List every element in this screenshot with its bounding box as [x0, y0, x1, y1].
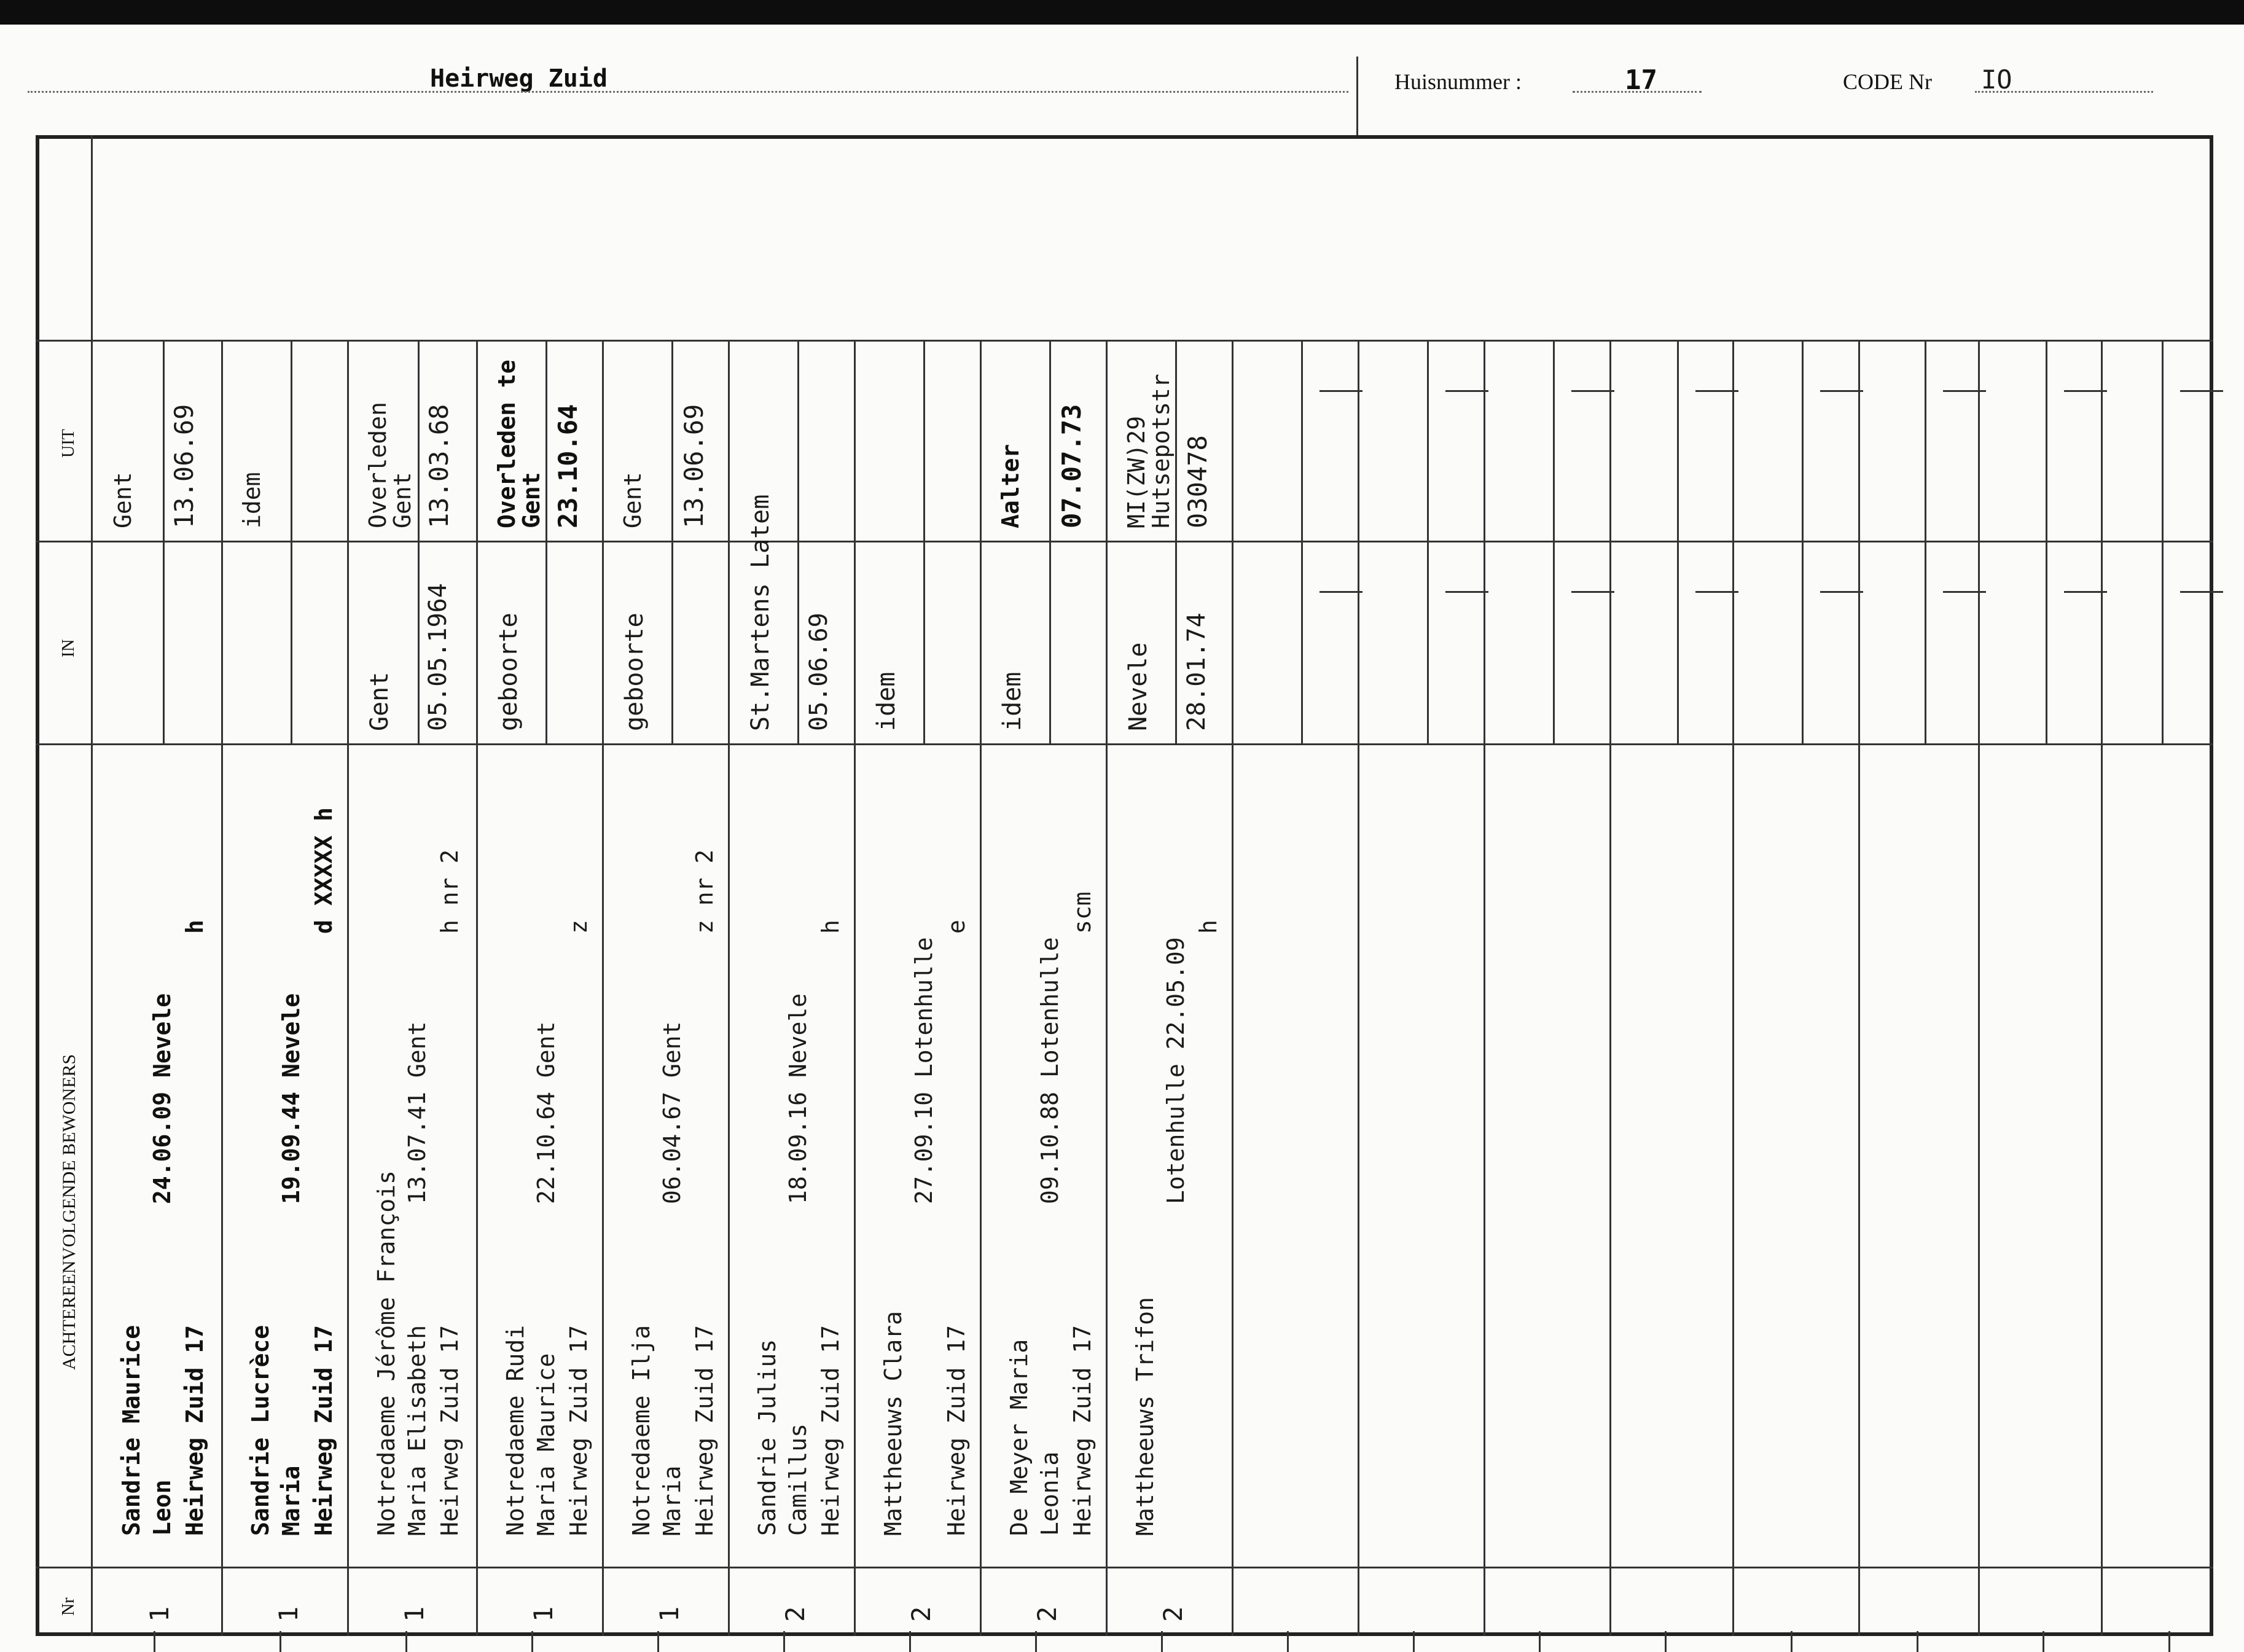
entry-in-place: Nevele — [1124, 642, 1152, 731]
entry-name: De Meyer Maria — [1006, 1339, 1033, 1536]
bottom-tick — [2043, 1631, 2044, 1652]
column-divider — [1732, 340, 1734, 1636]
entry-name: Notredaeme Ilja — [628, 1325, 655, 1536]
entry-uit-place: Aalter — [997, 444, 1024, 528]
section-line-nr-top — [36, 1567, 2213, 1568]
column-divider — [980, 340, 982, 1636]
entry-uit-place: idem — [238, 472, 265, 528]
cell-sub-divider — [1301, 340, 1303, 743]
entry-address: Heirweg Zuid 17 — [943, 1325, 970, 1536]
entry-uit-place: Overleden Gent — [364, 402, 416, 528]
entry-birth: 13.07.41 Gent — [404, 1021, 431, 1204]
cell-sub-divider — [797, 340, 799, 743]
bottom-tick — [1539, 1631, 1541, 1652]
entry-uit-date: 030478 — [1183, 435, 1213, 528]
column-divider — [854, 340, 856, 1636]
bottom-tick — [783, 1631, 785, 1652]
bottom-tick — [1791, 1631, 1792, 1652]
column-divider — [602, 340, 604, 1636]
bottom-tick — [2168, 1631, 2170, 1652]
entry-name2: Maria — [659, 1465, 686, 1536]
entry-in-date: 05.06.69 — [805, 613, 833, 731]
empty-dash — [1695, 390, 1738, 392]
entry-birth: 22.10.64 Gent — [533, 1021, 560, 1204]
column-divider — [1858, 340, 1860, 1636]
entry-name2: Leon — [149, 1479, 176, 1536]
entry-nr: 2 — [780, 1606, 810, 1622]
bottom-tick — [657, 1631, 659, 1652]
entry-birth: 09.10.88 Lotenhulle — [1036, 937, 1063, 1204]
cell-sub-divider — [1802, 340, 1804, 743]
cell-sub-divider — [2162, 340, 2164, 743]
entry-nr: 1 — [528, 1606, 558, 1622]
empty-dash — [1571, 390, 1614, 392]
cell-sub-divider — [1677, 340, 1679, 743]
bottom-tick — [1161, 1631, 1163, 1652]
entry-in-date: 28.01.74 — [1183, 613, 1211, 731]
entry-nr: 2 — [1158, 1606, 1188, 1622]
column-divider — [1106, 340, 1108, 1636]
entry-uit-date: 13.03.68 — [424, 404, 454, 528]
code-value: IO — [1981, 65, 2012, 95]
entry-nr: 2 — [906, 1606, 936, 1622]
empty-dash — [2064, 591, 2107, 593]
empty-dash — [1820, 591, 1863, 593]
entry-uit-date: 23.10.64 — [553, 404, 583, 528]
label-nr: Nr — [59, 1597, 78, 1616]
code-label: CODE Nr — [1843, 69, 1932, 94]
entry-birth: 06.04.67 Gent — [659, 1021, 686, 1204]
entry-birth: 24.06.09 Nevele — [149, 993, 176, 1204]
column-divider — [221, 340, 223, 1636]
entry-mark: z — [565, 920, 592, 934]
cell-sub-divider — [671, 340, 673, 743]
entry-in-place: idem — [998, 671, 1026, 731]
entry-address: Heirweg Zuid 17 — [181, 1325, 208, 1536]
street-dotted-line — [28, 91, 1348, 93]
column-divider — [347, 340, 349, 1636]
entry-address: Heirweg Zuid 17 — [310, 1325, 337, 1536]
entry-name: Sandrie Julius — [754, 1339, 781, 1536]
cell-sub-divider — [1175, 340, 1177, 743]
cell-sub-divider — [418, 340, 420, 743]
entry-nr: 1 — [399, 1606, 429, 1622]
column-divider — [476, 340, 478, 1636]
code-dotted-line — [1975, 91, 2153, 93]
entry-in-place: geboorte — [495, 613, 523, 731]
entry-mark: h — [181, 920, 208, 934]
empty-dash — [1319, 390, 1362, 392]
entry-name: Sandrie Lucrèce — [247, 1325, 274, 1536]
entry-address: Heirweg Zuid 17 — [817, 1325, 844, 1536]
bottom-tick — [405, 1631, 407, 1652]
entry-nr: 1 — [144, 1606, 174, 1622]
entry-birth: 19.09.44 Nevele — [278, 993, 305, 1204]
entry-name: Mattheeuws Clara — [880, 1310, 907, 1536]
label-column-divider — [91, 135, 93, 1636]
empty-dash — [1820, 390, 1863, 392]
entry-address: Heirweg Zuid 17 — [691, 1325, 718, 1536]
entry-in-place: geboorte — [620, 613, 649, 731]
empty-dash — [1571, 591, 1614, 593]
entry-uit-place: Overleden te Gent — [493, 359, 545, 528]
cell-sub-divider — [163, 340, 165, 743]
empty-dash — [2064, 390, 2107, 392]
empty-dash — [1319, 591, 1362, 593]
entry-in-place: idem — [872, 671, 901, 731]
entry-name2: Maria — [278, 1465, 305, 1536]
empty-dash — [1445, 390, 1488, 392]
entry-mark: d XXXXX h — [310, 807, 337, 934]
column-divider — [1358, 340, 1359, 1636]
label-uit: UIT — [59, 429, 78, 458]
column-divider — [1484, 340, 1485, 1636]
entry-name: Notredaeme Rudi — [502, 1325, 529, 1536]
entry-uit-date: 07.07.73 — [1057, 404, 1087, 528]
street-name: Heirweg Zuid — [430, 65, 608, 93]
entry-nr: 1 — [273, 1606, 303, 1622]
entry-birth: Lotenhulle 22.05.09 — [1162, 937, 1189, 1204]
bottom-tick — [154, 1631, 155, 1652]
huisnummer-value: 17 — [1625, 65, 1657, 96]
cell-sub-divider — [1925, 340, 1926, 743]
entry-birth: 18.09.16 Nevele — [784, 993, 811, 1204]
bottom-tick — [1917, 1631, 1918, 1652]
scan-top-border — [0, 0, 2244, 25]
entry-in-place: Gent — [366, 671, 394, 731]
entry-mark: scm — [1069, 891, 1096, 934]
bottom-tick — [1413, 1631, 1415, 1652]
entry-name2: Camillus — [784, 1423, 811, 1536]
column-divider — [1978, 340, 1980, 1636]
entry-uit-place: Gent — [109, 472, 136, 528]
cell-sub-divider — [1049, 340, 1051, 743]
entry-uit-date: 13.06.69 — [679, 404, 709, 528]
cell-sub-divider — [545, 340, 547, 743]
header-divider — [1356, 57, 1358, 135]
entry-nr: 1 — [654, 1606, 684, 1622]
entry-name2: Maria Maurice — [533, 1353, 560, 1536]
entry-address: Heirweg Zuid 17 — [565, 1325, 592, 1536]
cell-sub-divider — [2046, 340, 2047, 743]
entry-uit-place: MI(ZW)29 Hutsepotstr — [1123, 374, 1175, 528]
column-divider — [2101, 340, 2103, 1636]
section-line-in-top — [36, 541, 2213, 542]
entry-address: Heirweg Zuid 17 — [1069, 1325, 1096, 1536]
empty-dash — [2180, 591, 2223, 593]
bottom-tick — [909, 1631, 911, 1652]
entry-mark: h — [1195, 920, 1222, 934]
column-divider — [1232, 340, 1233, 1636]
bottom-tick — [1287, 1631, 1289, 1652]
entry-name2: Maria Elisabeth — [404, 1325, 431, 1536]
entry-uit-place: Gent — [619, 472, 646, 528]
entry-name2: Leonia — [1036, 1451, 1063, 1536]
empty-dash — [1943, 390, 1986, 392]
empty-dash — [1445, 591, 1488, 593]
entry-in-date: 05.05.1964 — [424, 583, 452, 731]
cell-sub-divider — [923, 340, 925, 743]
entry-birth: 27.09.10 Lotenhulle — [910, 937, 937, 1204]
column-divider — [728, 340, 730, 1636]
cell-sub-divider — [1427, 340, 1429, 743]
bottom-tick — [1035, 1631, 1037, 1652]
entry-nr: 2 — [1032, 1606, 1062, 1622]
huisnummer-label: Huisnummer : — [1394, 69, 1522, 94]
bottom-tick — [531, 1631, 533, 1652]
entry-in-place: St.Martens Latem — [746, 494, 775, 731]
entry-name: Mattheeuws Trifon — [1132, 1297, 1159, 1536]
empty-dash — [2180, 390, 2223, 392]
entry-mark: h — [817, 920, 844, 934]
label-in: IN — [59, 639, 78, 657]
section-line-bewoners-top — [36, 743, 2213, 745]
empty-dash — [1695, 591, 1738, 593]
entry-address: Heirweg Zuid 17 — [436, 1325, 463, 1536]
entry-mark: h nr 2 — [436, 849, 463, 934]
empty-dash — [1943, 591, 1986, 593]
entry-mark: e — [943, 920, 970, 934]
cell-sub-divider — [1553, 340, 1555, 743]
cell-sub-divider — [291, 340, 292, 743]
huisnummer-dotted-line — [1573, 91, 1702, 93]
entry-uit-date: 13.06.69 — [169, 404, 199, 528]
bottom-tick — [1665, 1631, 1667, 1652]
label-bewoners: ACHTEREENVOLGENDE BEWONERS — [59, 1054, 79, 1370]
entry-name: Notredaeme Jérôme François — [373, 1170, 400, 1536]
entry-mark: z nr 2 — [691, 849, 718, 934]
column-divider — [1609, 340, 1611, 1636]
bottom-tick — [280, 1631, 281, 1652]
entry-name: Sandrie Maurice — [118, 1325, 145, 1536]
